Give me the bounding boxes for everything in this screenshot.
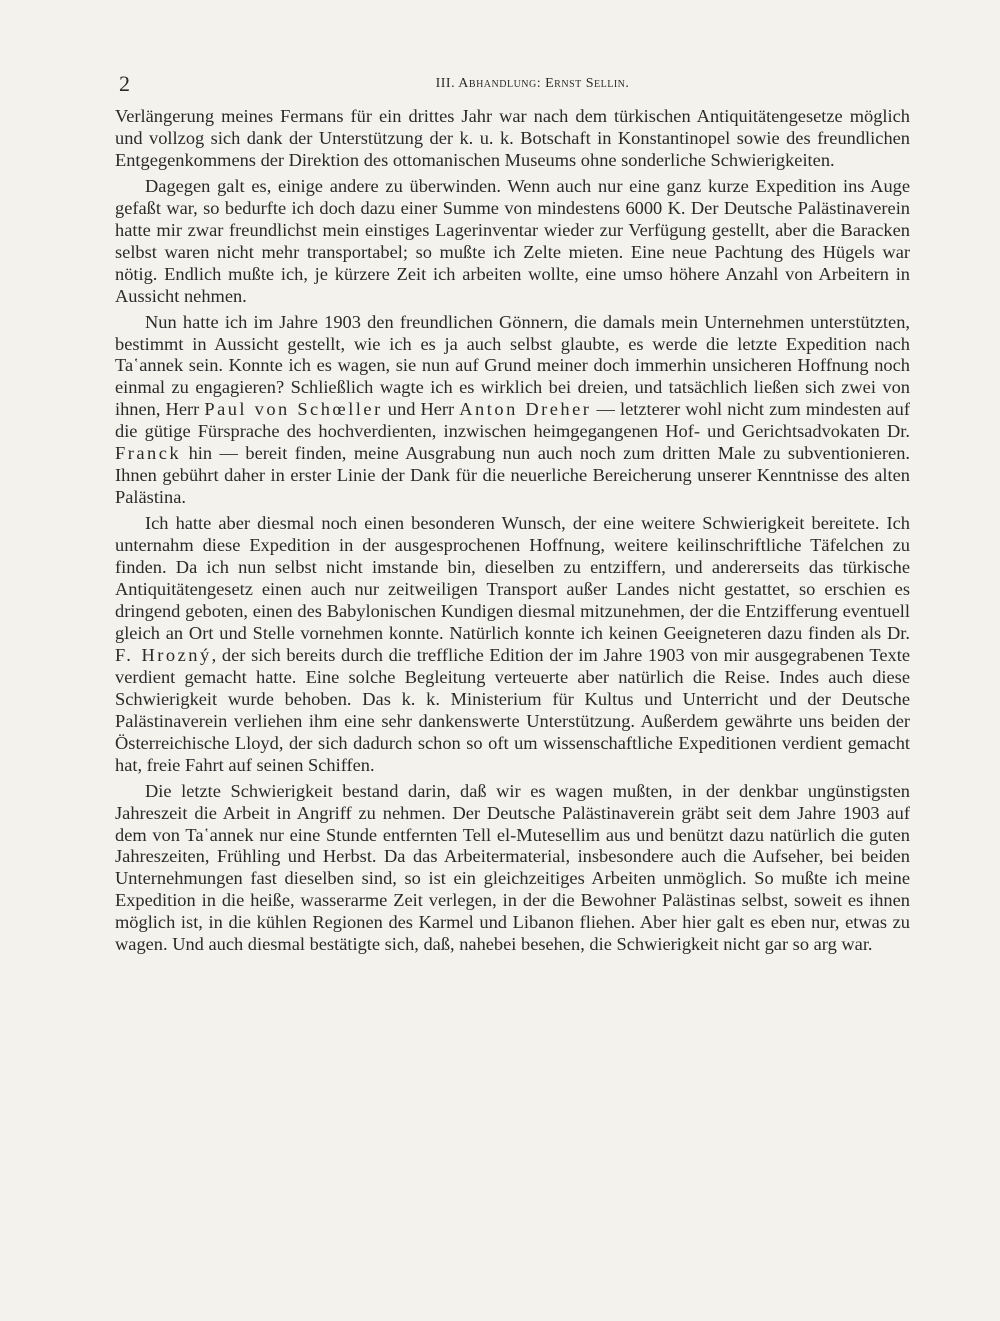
paragraph-4-text-a: Ich hatte aber diesmal noch einen besonderen Wunsch, der eine weitere Schwierigkeit bereitete. Ich unternahm diese Expedition in der ausgesprochenen Hoffnung, weitere keilinschriftliche Täfelchen zu finden. Da ich nun selbst nicht imstande bin, dieselben zu entziffern, und andererseits das türkische Antiquitätengesetz einen auch nur zeitweiligen Transport außer Landes nicht gestattet, so erschien es dringend geboten, einen des Babylonischen Kundigen diesmal mitzunehmen, der die Entzifferung eventuell gleich an Ort und Stelle vornehmen konnte. Natürlich konnte ich keinen Geeigneteren dazu finden als Dr. (115, 513, 910, 643)
person-name-franck: Franck (115, 443, 182, 464)
paragraph-3-text-d: hin — bereit finden, meine Ausgrabung nun auch noch zum dritten Male zu subventionieren. Ihnen gebührt daher in erster Linie der Dank für die neuerliche Bereicherung unserer Kenntnisse des alten Palästina. (115, 443, 910, 508)
running-title: III. Abhandlung: Ernst Sellin. (435, 76, 630, 91)
paragraph-4 (115, 513, 910, 776)
page-number: 2 (119, 71, 130, 96)
person-name-schoeller: Paul von Schœller (204, 399, 383, 420)
paragraph-3-text-c: — letzterer wohl nicht zum mindesten auf die gütige Fürsprache des hochverdienten, inzwischen heimgegangenen Hof- und Gerichtsadvokaten Dr. (115, 399, 910, 442)
paragraph-3-text-b: und Herr (382, 399, 460, 420)
person-name-dreher: Anton Dreher (459, 399, 592, 420)
body-text (115, 106, 910, 956)
running-header (115, 70, 910, 98)
paragraph-3 (115, 312, 910, 510)
paragraph-2: Dagegen galt es, einige andere zu überwinden. Wenn auch nur eine ganz kurze Expedition ins Auge gefaßt war, so bedurfte ich doch dazu einer Summe von mindestens 6000 K. Der Deutsche Palästinaverein hatte mir zwar freundlichst mein einstiges Lagerinventar wieder zur Verfügung gestellt, aber die Baracken selbst waren nicht mehr transportabel; so mußte ich Zelte mieten. Eine neue Pachtung des Hügels war nötig. Endlich mußte ich, je kürzere Zeit ich arbeiten wollte, eine umso höhere Anzahl von Arbeitern in Aussicht nehmen. (115, 175, 910, 306)
paragraph-3-text-a: Nun hatte ich im Jahre 1903 den freundlichen Gönnern, die damals mein Unternehmen unterstützten, bestimmt in Aussicht gestellt, wie ich es ja auch selbst glaubte, es werde die letzte Expedition nach Ta῾annek sein. Konnte ich es wagen, sie nun auf Grund meiner doch immerhin unsicheren Hoffnung noch einmal zu engagieren? Schließlich wagte ich es wirklich bei dreien, und tatsächlich ließen sich zwei von ihnen, Herr (115, 311, 910, 420)
paragraph-1: Verlängerung meines Fermans für ein drittes Jahr war nach dem türkischen Antiquitätengesetze möglich und vollzog sich dank der Unterstützung der k. u. k. Botschaft in Konstantinopel sowie des freundlichen Entgegenkommens der Direktion des ottomanischen Museums ohne sonderliche Schwierigkeiten. (115, 106, 910, 170)
person-name-hrozny: F. Hrozný (115, 644, 212, 665)
paragraph-5: Die letzte Schwierigkeit bestand darin, daß wir es wagen mußten, in der denkbar ungünstigsten Jahreszeit die Arbeit in Angriff zu nehmen. Der Deutsche Palästinaverein gräbt seit dem Jahre 1903 auf dem von Ta῾annek nur eine Stunde entfernten Tell el-Mutesellim aus und benützt dazu natürlich die guten Jahreszeiten, Frühling und Herbst. Da das Arbeitermaterial, insbesondere auch die Aufseher, bei beiden Unternehmungen fast dieselben sind, so ist ein gleichzeitiges Arbeiten unmöglich. So mußte ich meine Expedition in die heiße, wasserarme Zeit verlegen, in der die Bewohner Palästinas selbst, soweit es ihnen möglich ist, in die kühlen Regionen des Karmel und Libanon fliehen. Aber hier galt es eben nur, etwas zu wagen. Und auch diesmal bestätigte sich, daß, nahebei besehen, die Schwierigkeit nicht gar so arg war. (115, 780, 910, 955)
paragraph-4-text-b: , der sich bereits durch die treffliche Edition der im Jahre 1903 von mir ausgegrabenen Texte verdient gemacht hatte. Eine solche Begleitung verteuerte aber natürlich die Reise. Indes auch diese Schwierigkeit wurde behoben. Das k. k. Ministerium für Kultus und Unterricht und der Deutsche Palästinaverein verliehen ihm eine sehr dankenswerte Unterstützung. Außerdem gewährte uns beiden der Österreichische Lloyd, der sich dadurch schon so oft um wissenschaftliche Expeditionen verdient gemacht hat, freie Fahrt auf seinen Schiffen. (115, 644, 910, 775)
